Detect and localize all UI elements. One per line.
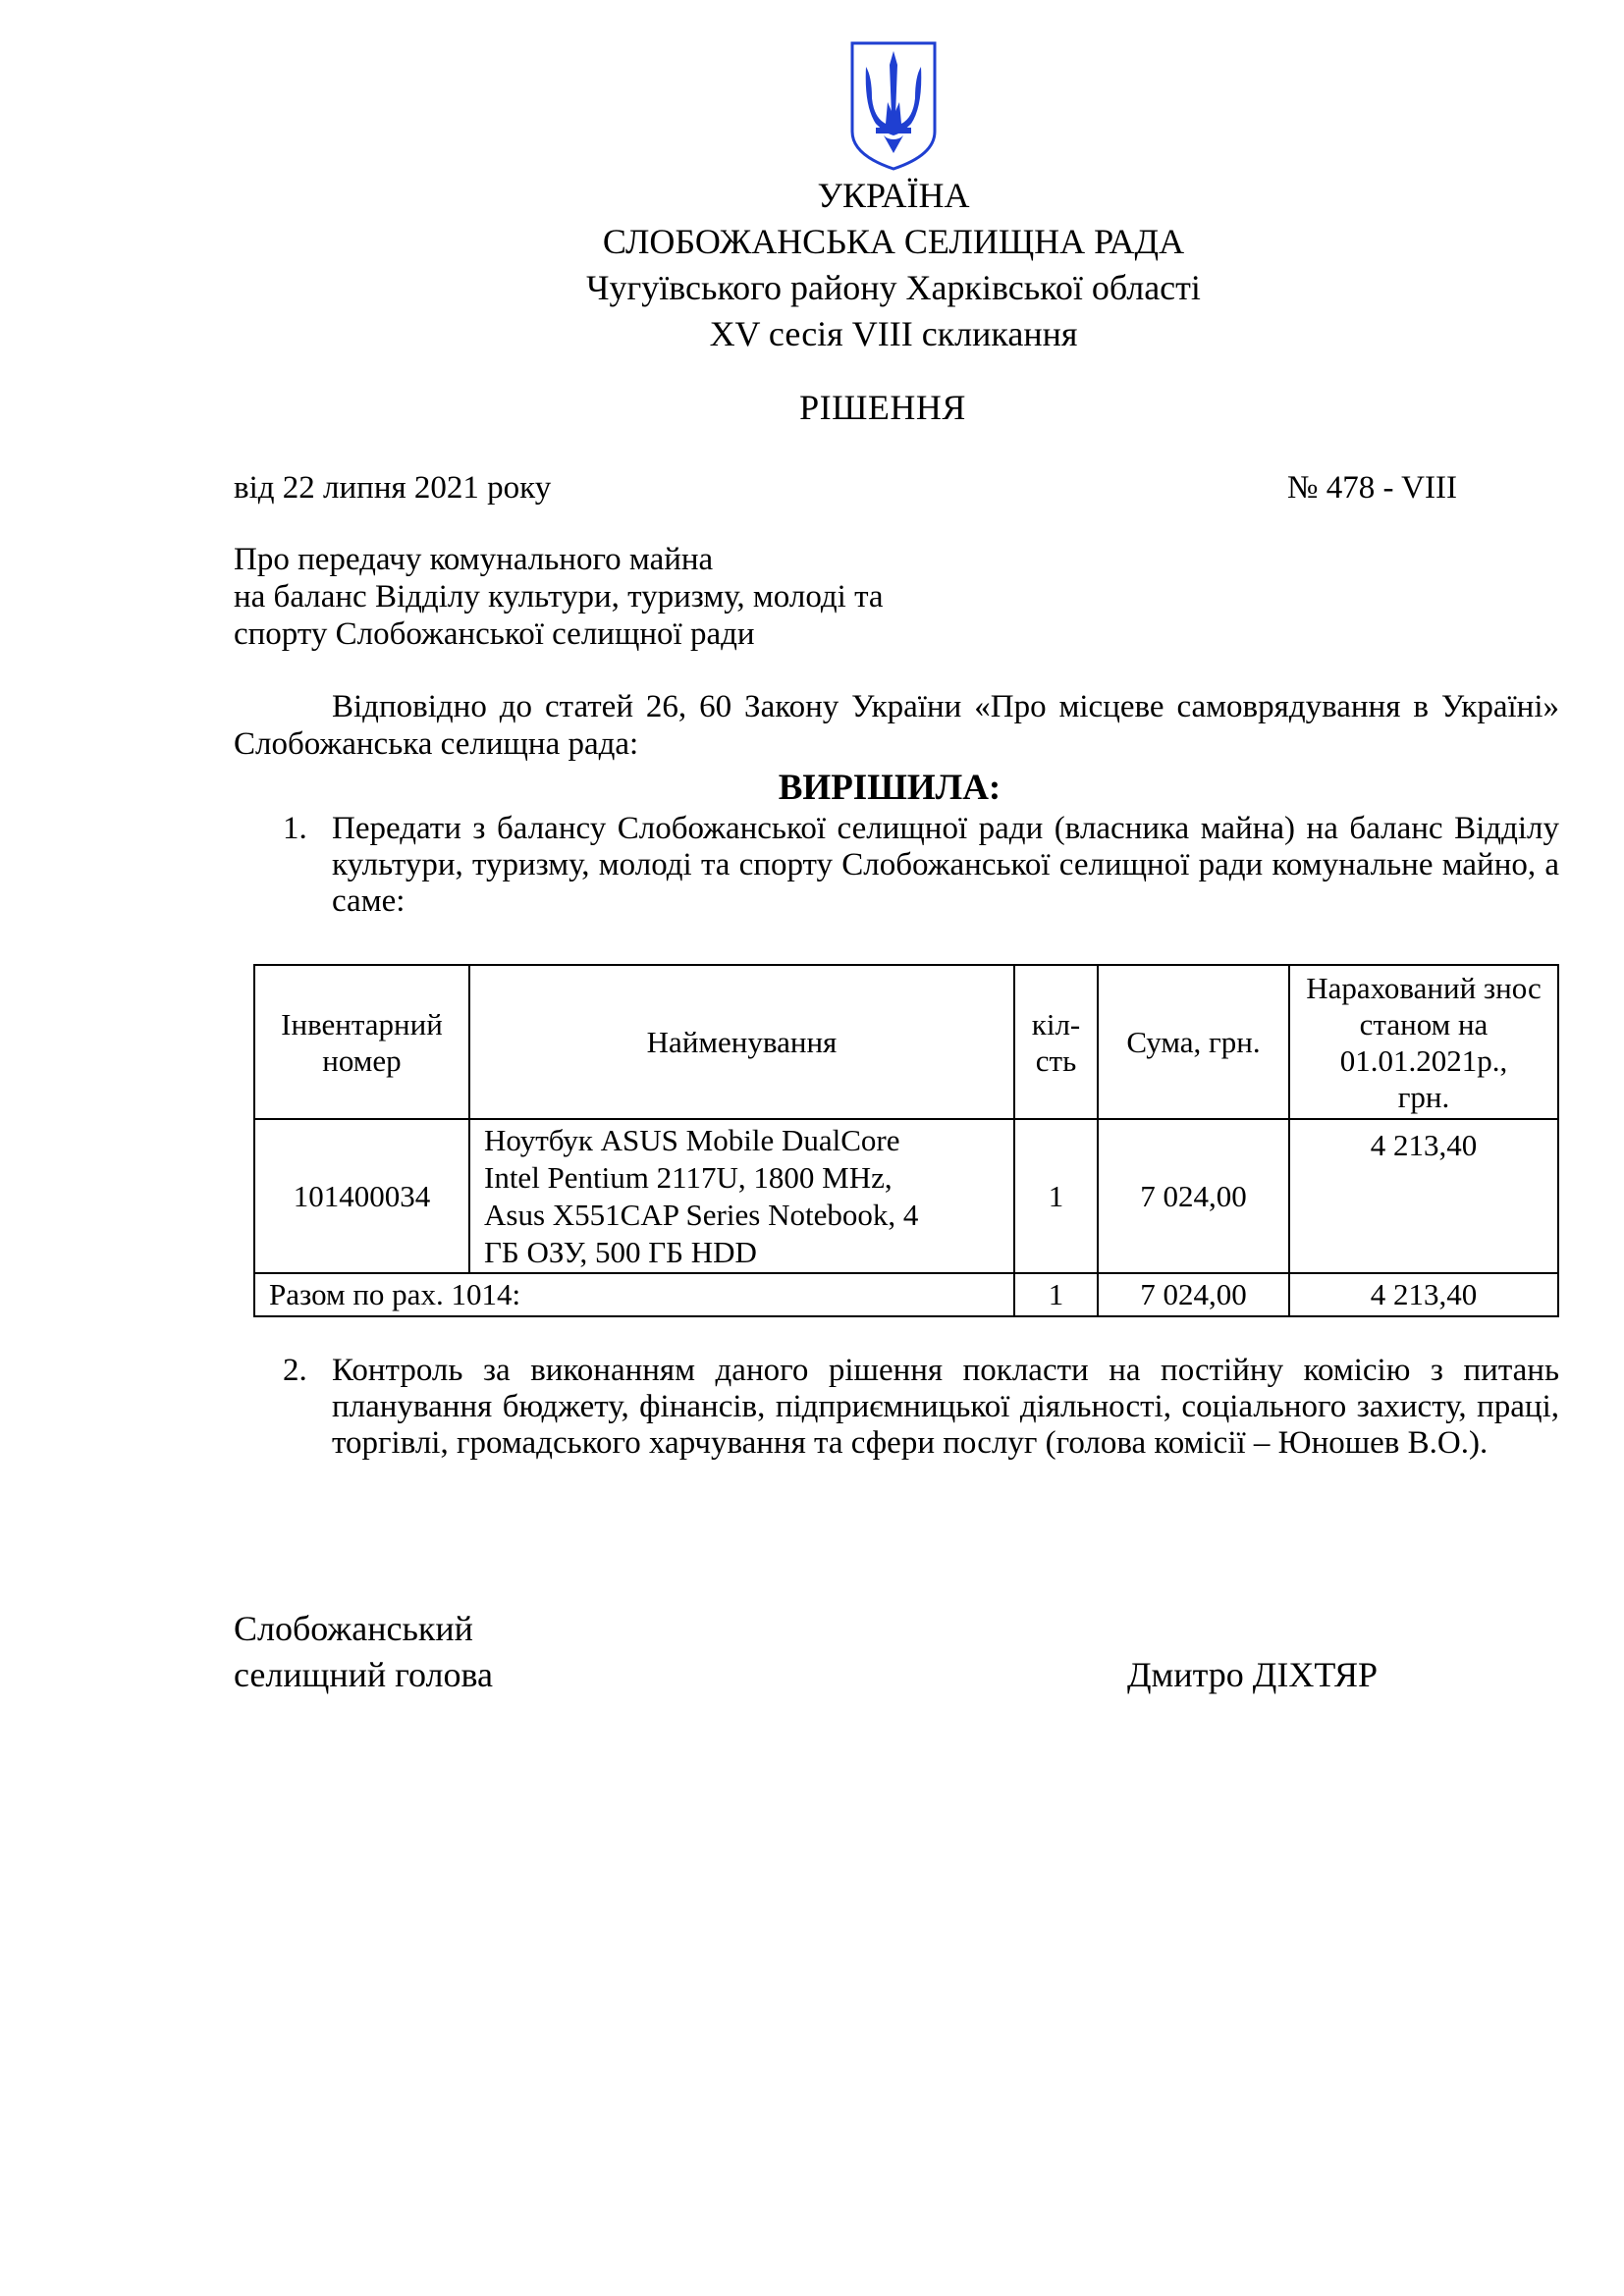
total-qty: 1 — [1014, 1273, 1098, 1316]
trident-emblem-icon — [846, 37, 941, 173]
decision-subject — [234, 541, 884, 653]
header-text: Нарахований знос — [1306, 970, 1542, 1005]
document-header — [0, 173, 1624, 357]
signatory-position — [234, 1606, 493, 1698]
item-text: Передати з балансу Слобожанської селищної ради (власника майна) на баланс Відділу культури, туризму, молоді та спорту Слобожанської селищної ради комунальне майно, а саме: — [332, 811, 1559, 919]
name-line: Ноутбук ASUS Mobile DualCore — [484, 1122, 900, 1157]
header-council: СЛОБОЖАНСЬКА СЕЛИЩНА РАДА — [602, 222, 1185, 261]
subject-line: Про передачу комунального майна — [234, 542, 714, 577]
total-sum: 7 024,00 — [1098, 1273, 1289, 1316]
decision-item — [234, 811, 1559, 920]
cell-sum: 7 024,00 — [1098, 1119, 1289, 1273]
item-text: Контроль за виконанням даного рішення покласти на постійну комісію з питань планування бюджету, фінансів, підприємницької діяльності, соціального захисту, праці, торгівлі, громадського харчування та сфери послуг (голова комісії – Юношев В.О.). — [332, 1353, 1559, 1461]
position-line: селищний голова — [234, 1655, 494, 1694]
header-session: XV сесія VIII скликання — [709, 314, 1078, 353]
resolved-heading: ВИРІШИЛА: — [778, 768, 1001, 808]
table-header-row — [254, 965, 1558, 1119]
header-text: 01.01.2021р., — [1339, 1042, 1508, 1078]
header-text: станом на — [1359, 1006, 1489, 1041]
legal-basis-text: Відповідно до статей 26, 60 Закону України «Про місцеве самоврядування в Україні» Слобожанська селищна рада: — [234, 689, 1559, 762]
header-text: номер — [322, 1042, 402, 1078]
col-header-name: Найменування — [469, 965, 1014, 1119]
header-text: Інвентарний — [281, 1006, 443, 1041]
assets-table — [253, 964, 1559, 1317]
col-header-depreciation — [1289, 965, 1558, 1119]
decision-number: № 478 - VIII — [1287, 470, 1457, 506]
col-header-qty — [1014, 965, 1098, 1119]
name-line: Asus X551CAP Series Notebook, 4 — [484, 1197, 919, 1232]
subject-line: спорту Слобожанської селищної ради — [234, 616, 755, 652]
header-text: грн. — [1397, 1079, 1450, 1114]
cell-inventory: 101400034 — [254, 1119, 469, 1273]
legal-basis — [234, 688, 1559, 763]
col-header-sum: Сума, грн. — [1098, 965, 1289, 1119]
header-country: УКРАЇНА — [817, 176, 970, 215]
header-text: кіл- — [1031, 1006, 1081, 1041]
item-number: 2. — [283, 1353, 307, 1388]
header-district: Чугуївського району Харківської області — [586, 268, 1201, 307]
subject-line: на баланс Відділу культури, туризму, молоді та — [234, 579, 884, 614]
position-line: Слобожанський — [234, 1609, 473, 1648]
item-number: 1. — [283, 811, 307, 846]
decision-date: від 22 липня 2021 року — [234, 470, 552, 506]
signatory-name: Дмитро ДІХТЯР — [1127, 1655, 1378, 1694]
table-row — [254, 1119, 1558, 1273]
table-total-row — [254, 1273, 1558, 1316]
cell-name — [469, 1119, 1014, 1273]
total-label: Разом по рах. 1014: — [254, 1273, 1014, 1316]
name-line: Intel Pentium 2117U, 1800 MHz, — [484, 1159, 893, 1195]
col-header-inventory — [254, 965, 469, 1119]
header-text: сть — [1035, 1042, 1077, 1078]
total-depreciation: 4 213,40 — [1289, 1273, 1558, 1316]
cell-qty: 1 — [1014, 1119, 1098, 1273]
decision-item — [234, 1353, 1559, 1462]
name-line: ГБ ОЗУ, 500 ГБ HDD — [484, 1234, 757, 1269]
decision-title: РІШЕННЯ — [799, 388, 966, 427]
cell-depreciation: 4 213,40 — [1289, 1119, 1558, 1273]
